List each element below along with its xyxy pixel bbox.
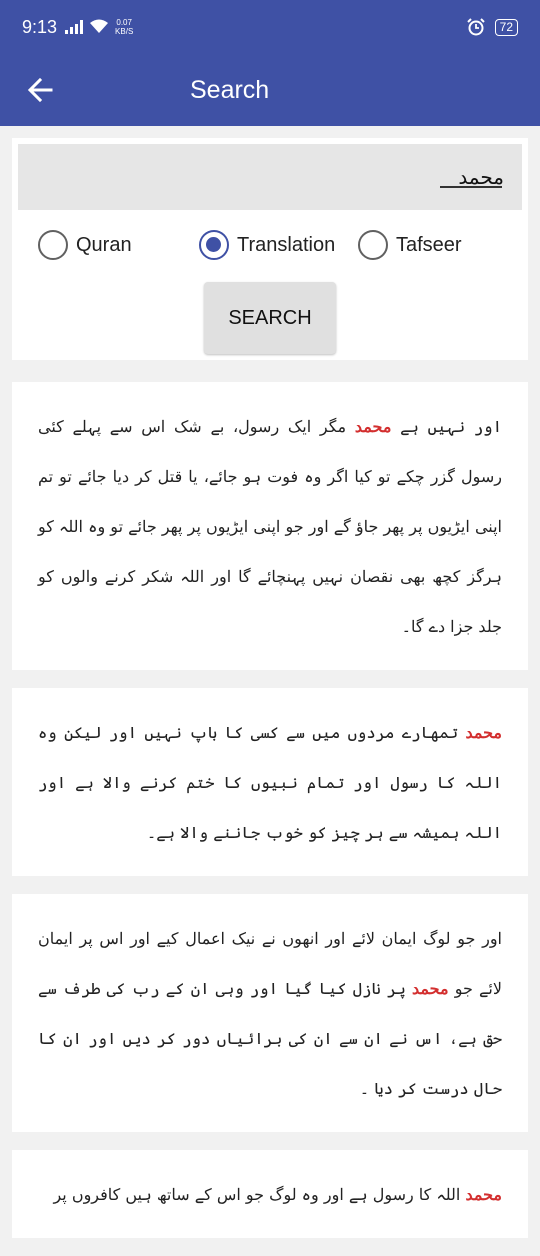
status-time: 9:13 bbox=[22, 16, 58, 37]
battery-icon: 72 bbox=[495, 19, 518, 36]
result-text bbox=[38, 402, 502, 652]
status-icons-left bbox=[65, 18, 133, 36]
status-bar bbox=[0, 0, 540, 54]
result-text bbox=[38, 1170, 502, 1220]
result-text-before: اور نہیں ہے bbox=[391, 417, 502, 436]
result-text bbox=[38, 914, 502, 1114]
radio-label-translation: Translation bbox=[237, 233, 336, 256]
search-input[interactable] bbox=[18, 144, 522, 210]
result-match-highlight: محمد bbox=[465, 1185, 502, 1204]
page-title: Search bbox=[190, 75, 270, 104]
result-text-after: اللہ کا رسول ہے اور وہ لوگ جو اس کے ساتھ ہیں کافروں پر bbox=[53, 1185, 466, 1204]
result-match-highlight: محمد bbox=[354, 417, 392, 436]
result-match-highlight: محمد bbox=[465, 723, 502, 742]
result-match-highlight: محمد bbox=[412, 979, 449, 998]
result-text-before: اور جو لوگ ایمان لائے اور انھوں نے نیک اعمال کیے اور اس پر ایمان لائے جو bbox=[38, 929, 503, 998]
result-text-after: پر نازل کیا گیا اور وہی ان کے رب کی طرف سے حق ہے، اس نے ان سے ان کی برائیاں دور کر دیں اور ان کا حال درست کر دیا ۔ bbox=[38, 979, 502, 1098]
search-card bbox=[12, 138, 528, 360]
alarm-icon bbox=[467, 18, 485, 36]
radio-circle-tafseer bbox=[358, 230, 388, 260]
radio-label-quran: Quran bbox=[76, 233, 132, 256]
result-card[interactable] bbox=[12, 688, 528, 876]
search-scope-group bbox=[12, 230, 528, 264]
net-speed-unit: KB/S bbox=[115, 27, 134, 36]
radio-tafseer[interactable] bbox=[358, 230, 462, 260]
result-card[interactable] bbox=[12, 894, 528, 1132]
net-speed-value: 0.07 bbox=[116, 18, 132, 27]
app-bar bbox=[0, 54, 540, 126]
radio-translation[interactable] bbox=[199, 230, 335, 260]
results-list bbox=[12, 382, 528, 1256]
result-card[interactable] bbox=[12, 1150, 528, 1238]
result-text bbox=[38, 708, 502, 858]
result-text-after: مگر ایک رسول، بے شک اس سے پہلے کئی رسول گزر چکے تو کیا اگر وہ فوت ہو جائے، یا قتل کر دیا جائے تو تم اپنی ایڑیوں پر پھر جاؤ گے اور جو اپنی ایڑیوں پر پھر جائے تو وہ اللہ کو ہرگز کچھ بھی نقصان نہیں پہنچائے گا اور اللہ شکر کرنے والوں کو جلد جزا دے گا۔ bbox=[38, 417, 502, 636]
radio-circle-translation bbox=[199, 230, 229, 260]
radio-quran[interactable] bbox=[38, 230, 132, 260]
search-button[interactable]: SEARCH bbox=[204, 282, 336, 354]
net-speed bbox=[115, 18, 133, 36]
wifi-icon bbox=[89, 19, 109, 35]
signal-icon bbox=[65, 20, 83, 34]
spellcheck-underline bbox=[440, 186, 502, 188]
radio-circle-quran bbox=[38, 230, 68, 260]
result-text-after: تمھارے مردوں میں سے کسی کا باپ نہیں اور لیکن وہ اللہ کا رسول اور تمام نبیوں کا ختم کرنے والا ہے اور اللہ ہمیشہ سے ہر چیز کو خوب جاننے والا ہے۔ bbox=[38, 723, 502, 842]
status-icons-right bbox=[467, 18, 518, 36]
radio-label-tafseer: Tafseer bbox=[396, 233, 462, 256]
arrow-back-icon bbox=[27, 77, 53, 103]
back-button[interactable] bbox=[0, 54, 80, 126]
result-card[interactable] bbox=[12, 382, 528, 670]
